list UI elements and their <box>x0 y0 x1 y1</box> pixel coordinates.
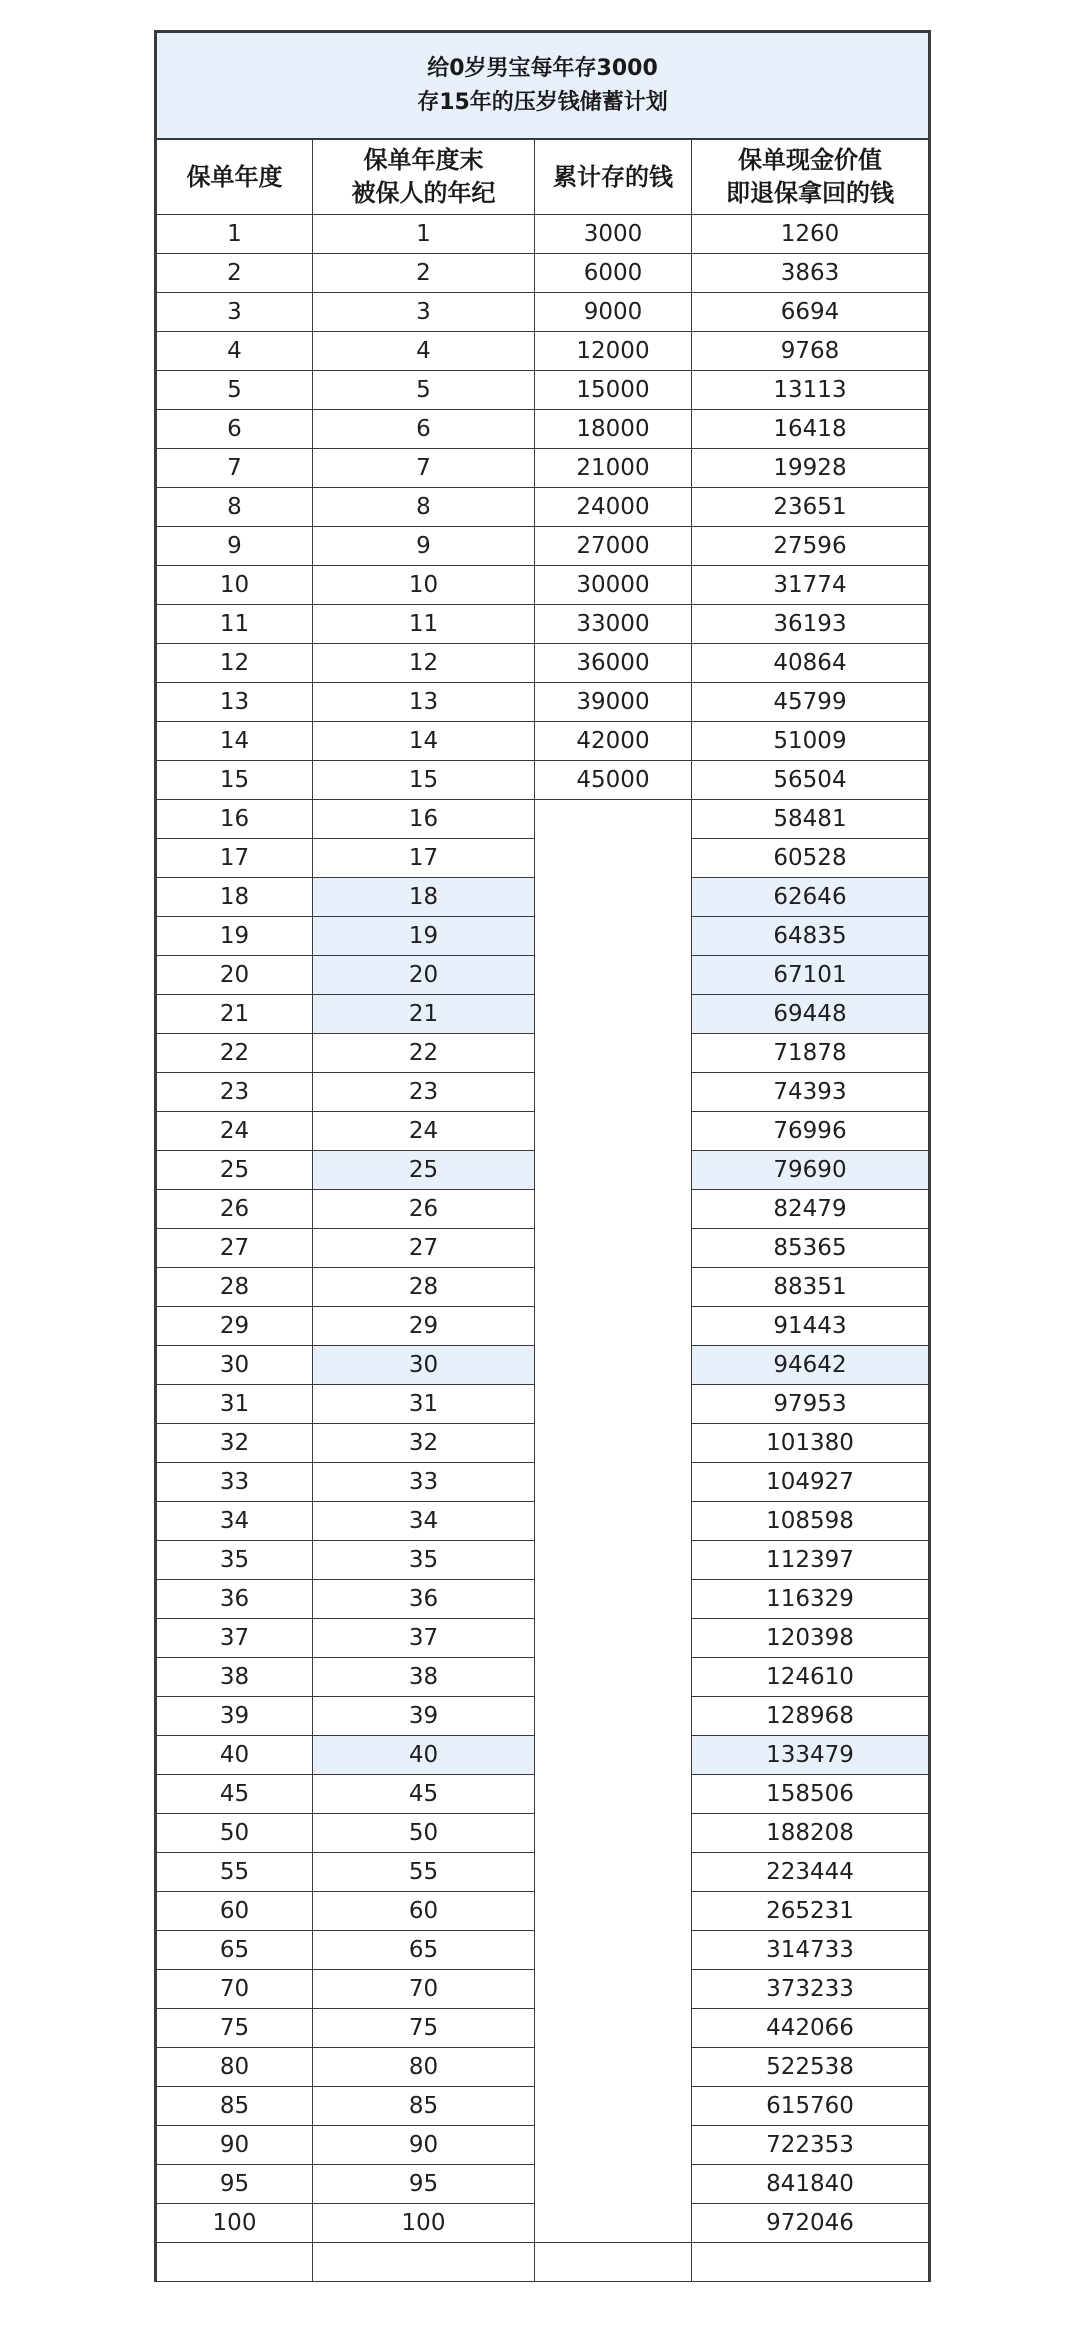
cell-cumulative-savings <box>535 956 692 995</box>
header-line: 保单年度 <box>186 162 283 191</box>
cell-insured-age: 22 <box>313 1034 535 1073</box>
table-title <box>156 32 930 140</box>
cell-cumulative-savings: 30000 <box>535 566 692 605</box>
table-row <box>156 332 930 371</box>
cell-cumulative-savings <box>535 1073 692 1112</box>
header-insured-age <box>313 139 535 215</box>
table-row <box>156 917 930 956</box>
cell-policy-year: 16 <box>156 800 313 839</box>
cell-cumulative-savings <box>535 1541 692 1580</box>
cell-policy-year: 18 <box>156 878 313 917</box>
cell-insured-age: 23 <box>313 1073 535 1112</box>
cell-insured-age: 65 <box>313 1931 535 1970</box>
cell-cumulative-savings: 15000 <box>535 371 692 410</box>
cell-cumulative-savings: 33000 <box>535 605 692 644</box>
cell-insured-age: 2 <box>313 254 535 293</box>
cell-insured-age: 9 <box>313 527 535 566</box>
cell-policy-year: 14 <box>156 722 313 761</box>
header-line: 累计存的钱 <box>553 162 673 191</box>
table-row <box>156 1931 930 1970</box>
cell-policy-year: 36 <box>156 1580 313 1619</box>
cell-cumulative-savings <box>535 995 692 1034</box>
cell-policy-year: 32 <box>156 1424 313 1463</box>
cell-policy-year: 2 <box>156 254 313 293</box>
cell-cumulative-savings <box>535 1580 692 1619</box>
cell-cumulative-savings <box>535 1619 692 1658</box>
cell-insured-age: 36 <box>313 1580 535 1619</box>
cell-cash-value: 158506 <box>692 1775 930 1814</box>
cell-insured-age: 30 <box>313 1346 535 1385</box>
table-row <box>156 878 930 917</box>
cell-cash-value: 112397 <box>692 1541 930 1580</box>
cell-cumulative-savings <box>535 1658 692 1697</box>
table-body <box>156 215 930 2282</box>
cell-cumulative-savings <box>535 1463 692 1502</box>
cell-cash-value: 58481 <box>692 800 930 839</box>
cell-policy-year: 35 <box>156 1541 313 1580</box>
cell-insured-age: 75 <box>313 2009 535 2048</box>
table-row <box>156 1151 930 1190</box>
table-row <box>156 605 930 644</box>
cell-cumulative-savings <box>535 917 692 956</box>
cell-cash-value: 442066 <box>692 2009 930 2048</box>
cell-cash-value: 522538 <box>692 2048 930 2087</box>
table-row <box>156 1112 930 1151</box>
cell-insured-age: 33 <box>313 1463 535 1502</box>
table-row <box>156 215 930 254</box>
cell-policy-year: 45 <box>156 1775 313 1814</box>
cell-cash-value: 722353 <box>692 2126 930 2165</box>
cell-insured-age: 18 <box>313 878 535 917</box>
cell-cash-value: 223444 <box>692 1853 930 1892</box>
cell-insured-age: 38 <box>313 1658 535 1697</box>
cell-cumulative-savings <box>535 2204 692 2243</box>
cell-cumulative-savings <box>535 1775 692 1814</box>
cell-cumulative-savings <box>535 1736 692 1775</box>
cell-cumulative-savings: 3000 <box>535 215 692 254</box>
cell-cumulative-savings <box>535 1931 692 1970</box>
cell-cumulative-savings <box>535 1112 692 1151</box>
header-line: 被保人的年纪 <box>351 179 496 207</box>
table-row <box>156 839 930 878</box>
cell-cash-value: 128968 <box>692 1697 930 1736</box>
cell-insured-age: 32 <box>313 1424 535 1463</box>
cell-cash-value: 74393 <box>692 1073 930 1112</box>
cell-policy-year: 90 <box>156 2126 313 2165</box>
cell-cumulative-savings <box>535 2126 692 2165</box>
cell-cash-value: 116329 <box>692 1580 930 1619</box>
cell-policy-year: 13 <box>156 683 313 722</box>
table-row <box>156 1463 930 1502</box>
cell-cash-value: 67101 <box>692 956 930 995</box>
cell-cash-value: 19928 <box>692 449 930 488</box>
cell-policy-year: 23 <box>156 1073 313 1112</box>
cell-cumulative-savings <box>535 2087 692 2126</box>
cell-cumulative-savings <box>535 1346 692 1385</box>
cell-insured-age: 6 <box>313 410 535 449</box>
cell-policy-year: 65 <box>156 1931 313 1970</box>
cell-insured-age: 29 <box>313 1307 535 1346</box>
table-row <box>156 800 930 839</box>
cell-cash-value: 27596 <box>692 527 930 566</box>
cell-insured-age: 8 <box>313 488 535 527</box>
table-row <box>156 1736 930 1775</box>
table-row <box>156 449 930 488</box>
cell-cumulative-savings: 24000 <box>535 488 692 527</box>
cell-insured-age: 90 <box>313 2126 535 2165</box>
cell-insured-age: 4 <box>313 332 535 371</box>
savings-plan-table <box>154 30 931 2282</box>
cell-policy-year: 5 <box>156 371 313 410</box>
cell-cash-value: 85365 <box>692 1229 930 1268</box>
cell-cumulative-savings: 6000 <box>535 254 692 293</box>
cell-cumulative-savings <box>535 1307 692 1346</box>
cell-cash-value: 373233 <box>692 1970 930 2009</box>
cell-cash-value: 40864 <box>692 644 930 683</box>
cell-cash-value: 9768 <box>692 332 930 371</box>
cell-insured-age: 95 <box>313 2165 535 2204</box>
cell-policy-year: 39 <box>156 1697 313 1736</box>
cell-cash-value: 1260 <box>692 215 930 254</box>
cell-cumulative-savings <box>535 839 692 878</box>
cell-cash-value: 76996 <box>692 1112 930 1151</box>
cell-policy-year: 37 <box>156 1619 313 1658</box>
cell-cash-value: 71878 <box>692 1034 930 1073</box>
table-row <box>156 761 930 800</box>
table-row <box>156 722 930 761</box>
cell-cash-value: 23651 <box>692 488 930 527</box>
cell-policy-year: 34 <box>156 1502 313 1541</box>
header-cash-value <box>692 139 930 215</box>
cell-cumulative-savings <box>535 1190 692 1229</box>
cell-insured-age: 35 <box>313 1541 535 1580</box>
cell-policy-year: 12 <box>156 644 313 683</box>
table-row <box>156 1814 930 1853</box>
cell-policy-year: 100 <box>156 2204 313 2243</box>
cell-insured-age: 37 <box>313 1619 535 1658</box>
cell-cash-value: 36193 <box>692 605 930 644</box>
cell-insured-age: 40 <box>313 1736 535 1775</box>
cell-cumulative-savings <box>535 2243 692 2282</box>
cell-cash-value: 265231 <box>692 1892 930 1931</box>
cell-cash-value: 94642 <box>692 1346 930 1385</box>
cell-cumulative-savings <box>535 800 692 839</box>
cell-policy-year: 26 <box>156 1190 313 1229</box>
cell-cumulative-savings: 12000 <box>535 332 692 371</box>
table-row <box>156 1502 930 1541</box>
cell-policy-year: 21 <box>156 995 313 1034</box>
cell-cash-value: 6694 <box>692 293 930 332</box>
cell-cumulative-savings <box>535 1034 692 1073</box>
cell-cumulative-savings <box>535 1151 692 1190</box>
header-line: 保单现金价值 <box>738 146 882 174</box>
cell-cash-value: 60528 <box>692 839 930 878</box>
cell-cumulative-savings <box>535 1424 692 1463</box>
cell-insured-age: 25 <box>313 1151 535 1190</box>
table-row <box>156 2126 930 2165</box>
header-policy-year <box>156 139 313 215</box>
cell-cumulative-savings: 9000 <box>535 293 692 332</box>
cell-cumulative-savings <box>535 1268 692 1307</box>
cell-insured-age: 14 <box>313 722 535 761</box>
cell-insured-age <box>313 2243 535 2282</box>
title-line-1: 给0岁男宝每年存3000 <box>427 55 658 81</box>
cell-policy-year: 7 <box>156 449 313 488</box>
cell-insured-age: 80 <box>313 2048 535 2087</box>
table-row <box>156 1697 930 1736</box>
cell-policy-year: 55 <box>156 1853 313 1892</box>
table-row <box>156 254 930 293</box>
cell-insured-age: 60 <box>313 1892 535 1931</box>
cell-insured-age: 3 <box>313 293 535 332</box>
table-row <box>156 995 930 1034</box>
cell-cumulative-savings <box>535 1229 692 1268</box>
cell-insured-age: 34 <box>313 1502 535 1541</box>
cell-insured-age: 13 <box>313 683 535 722</box>
cell-policy-year: 28 <box>156 1268 313 1307</box>
cell-policy-year: 60 <box>156 1892 313 1931</box>
cell-insured-age: 20 <box>313 956 535 995</box>
cell-policy-year: 30 <box>156 1346 313 1385</box>
cell-cumulative-savings: 18000 <box>535 410 692 449</box>
cell-cumulative-savings <box>535 1385 692 1424</box>
cell-policy-year: 1 <box>156 215 313 254</box>
table-row <box>156 1541 930 1580</box>
cell-policy-year: 3 <box>156 293 313 332</box>
cell-insured-age: 70 <box>313 1970 535 2009</box>
cell-insured-age: 5 <box>313 371 535 410</box>
cell-insured-age: 12 <box>313 644 535 683</box>
cell-cash-value: 45799 <box>692 683 930 722</box>
cell-cash-value: 188208 <box>692 1814 930 1853</box>
cell-cash-value: 120398 <box>692 1619 930 1658</box>
table-row <box>156 1424 930 1463</box>
cell-insured-age: 31 <box>313 1385 535 1424</box>
cell-policy-year: 22 <box>156 1034 313 1073</box>
cell-cash-value: 133479 <box>692 1736 930 1775</box>
table-row <box>156 1034 930 1073</box>
cell-policy-year: 75 <box>156 2009 313 2048</box>
cell-policy-year <box>156 2243 313 2282</box>
cell-cumulative-savings <box>535 1853 692 1892</box>
table-row <box>156 2009 930 2048</box>
table-row <box>156 644 930 683</box>
cell-cumulative-savings: 39000 <box>535 683 692 722</box>
cell-cash-value: 3863 <box>692 254 930 293</box>
cell-cumulative-savings <box>535 2165 692 2204</box>
table-row <box>156 1073 930 1112</box>
cell-policy-year: 70 <box>156 1970 313 2009</box>
cell-cash-value: 62646 <box>692 878 930 917</box>
cell-cash-value: 31774 <box>692 566 930 605</box>
cell-cumulative-savings <box>535 878 692 917</box>
title-line-2: 存15年的压岁钱储蓄计划 <box>417 89 668 115</box>
cell-cumulative-savings: 45000 <box>535 761 692 800</box>
cell-cash-value: 56504 <box>692 761 930 800</box>
cell-insured-age: 100 <box>313 2204 535 2243</box>
table-row <box>156 1229 930 1268</box>
cell-policy-year: 17 <box>156 839 313 878</box>
table-row <box>156 1268 930 1307</box>
cell-policy-year: 50 <box>156 1814 313 1853</box>
cell-cash-value: 101380 <box>692 1424 930 1463</box>
cell-policy-year: 9 <box>156 527 313 566</box>
table-row <box>156 2048 930 2087</box>
table-row <box>156 1853 930 1892</box>
cell-insured-age: 39 <box>313 1697 535 1736</box>
header-line: 即退保拿回的钱 <box>726 179 894 207</box>
table-row <box>156 1385 930 1424</box>
cell-policy-year: 38 <box>156 1658 313 1697</box>
cell-insured-age: 24 <box>313 1112 535 1151</box>
cell-policy-year: 6 <box>156 410 313 449</box>
table-row <box>156 1775 930 1814</box>
cell-policy-year: 8 <box>156 488 313 527</box>
cell-cash-value: 104927 <box>692 1463 930 1502</box>
table-row <box>156 1190 930 1229</box>
table-row <box>156 1892 930 1931</box>
cell-insured-age: 55 <box>313 1853 535 1892</box>
cell-policy-year: 29 <box>156 1307 313 1346</box>
header-line: 保单年度末 <box>363 146 484 174</box>
cell-cumulative-savings <box>535 1502 692 1541</box>
cell-cumulative-savings: 27000 <box>535 527 692 566</box>
cell-cumulative-savings <box>535 1814 692 1853</box>
cell-cash-value: 91443 <box>692 1307 930 1346</box>
cell-cash-value: 314733 <box>692 1931 930 1970</box>
cell-policy-year: 33 <box>156 1463 313 1502</box>
cell-cumulative-savings <box>535 1970 692 2009</box>
cell-cash-value: 82479 <box>692 1190 930 1229</box>
cell-insured-age: 10 <box>313 566 535 605</box>
table-row <box>156 1307 930 1346</box>
table-row <box>156 566 930 605</box>
cell-cumulative-savings: 42000 <box>535 722 692 761</box>
table-row <box>156 527 930 566</box>
table-row <box>156 683 930 722</box>
cell-insured-age: 1 <box>313 215 535 254</box>
cell-policy-year: 95 <box>156 2165 313 2204</box>
table-row <box>156 1619 930 1658</box>
table-row <box>156 371 930 410</box>
cell-policy-year: 40 <box>156 1736 313 1775</box>
cell-cash-value <box>692 2243 930 2282</box>
table-row <box>156 2204 930 2243</box>
table-row <box>156 1970 930 2009</box>
cell-cumulative-savings <box>535 1892 692 1931</box>
table-row <box>156 1580 930 1619</box>
cell-insured-age: 21 <box>313 995 535 1034</box>
table-row <box>156 1346 930 1385</box>
cell-insured-age: 26 <box>313 1190 535 1229</box>
cell-cash-value: 841840 <box>692 2165 930 2204</box>
cell-policy-year: 20 <box>156 956 313 995</box>
cell-policy-year: 80 <box>156 2048 313 2087</box>
cell-cash-value: 51009 <box>692 722 930 761</box>
table-row <box>156 2087 930 2126</box>
cell-policy-year: 24 <box>156 1112 313 1151</box>
cell-insured-age: 15 <box>313 761 535 800</box>
cell-policy-year: 31 <box>156 1385 313 1424</box>
cell-policy-year: 11 <box>156 605 313 644</box>
table-row <box>156 293 930 332</box>
table-row <box>156 2243 930 2282</box>
cell-cash-value: 88351 <box>692 1268 930 1307</box>
cell-policy-year: 85 <box>156 2087 313 2126</box>
cell-policy-year: 10 <box>156 566 313 605</box>
cell-cash-value: 64835 <box>692 917 930 956</box>
cell-insured-age: 85 <box>313 2087 535 2126</box>
cell-insured-age: 27 <box>313 1229 535 1268</box>
table-row <box>156 2165 930 2204</box>
cell-policy-year: 25 <box>156 1151 313 1190</box>
cell-cash-value: 615760 <box>692 2087 930 2126</box>
cell-cash-value: 108598 <box>692 1502 930 1541</box>
cell-cash-value: 972046 <box>692 2204 930 2243</box>
cell-insured-age: 50 <box>313 1814 535 1853</box>
header-cumulative-savings <box>535 139 692 215</box>
cell-cash-value: 97953 <box>692 1385 930 1424</box>
cell-insured-age: 17 <box>313 839 535 878</box>
table-row <box>156 956 930 995</box>
cell-cumulative-savings <box>535 2009 692 2048</box>
cell-insured-age: 11 <box>313 605 535 644</box>
cell-insured-age: 45 <box>313 1775 535 1814</box>
cell-insured-age: 28 <box>313 1268 535 1307</box>
cell-cumulative-savings <box>535 1697 692 1736</box>
cell-cumulative-savings: 36000 <box>535 644 692 683</box>
cell-cash-value: 13113 <box>692 371 930 410</box>
cell-cumulative-savings <box>535 2048 692 2087</box>
cell-insured-age: 7 <box>313 449 535 488</box>
cell-policy-year: 15 <box>156 761 313 800</box>
cell-cash-value: 79690 <box>692 1151 930 1190</box>
table-row <box>156 410 930 449</box>
cell-policy-year: 19 <box>156 917 313 956</box>
table-row <box>156 1658 930 1697</box>
cell-cumulative-savings: 21000 <box>535 449 692 488</box>
cell-cash-value: 124610 <box>692 1658 930 1697</box>
cell-cash-value: 69448 <box>692 995 930 1034</box>
cell-policy-year: 4 <box>156 332 313 371</box>
cell-insured-age: 19 <box>313 917 535 956</box>
cell-policy-year: 27 <box>156 1229 313 1268</box>
table-row <box>156 488 930 527</box>
cell-cash-value: 16418 <box>692 410 930 449</box>
cell-insured-age: 16 <box>313 800 535 839</box>
